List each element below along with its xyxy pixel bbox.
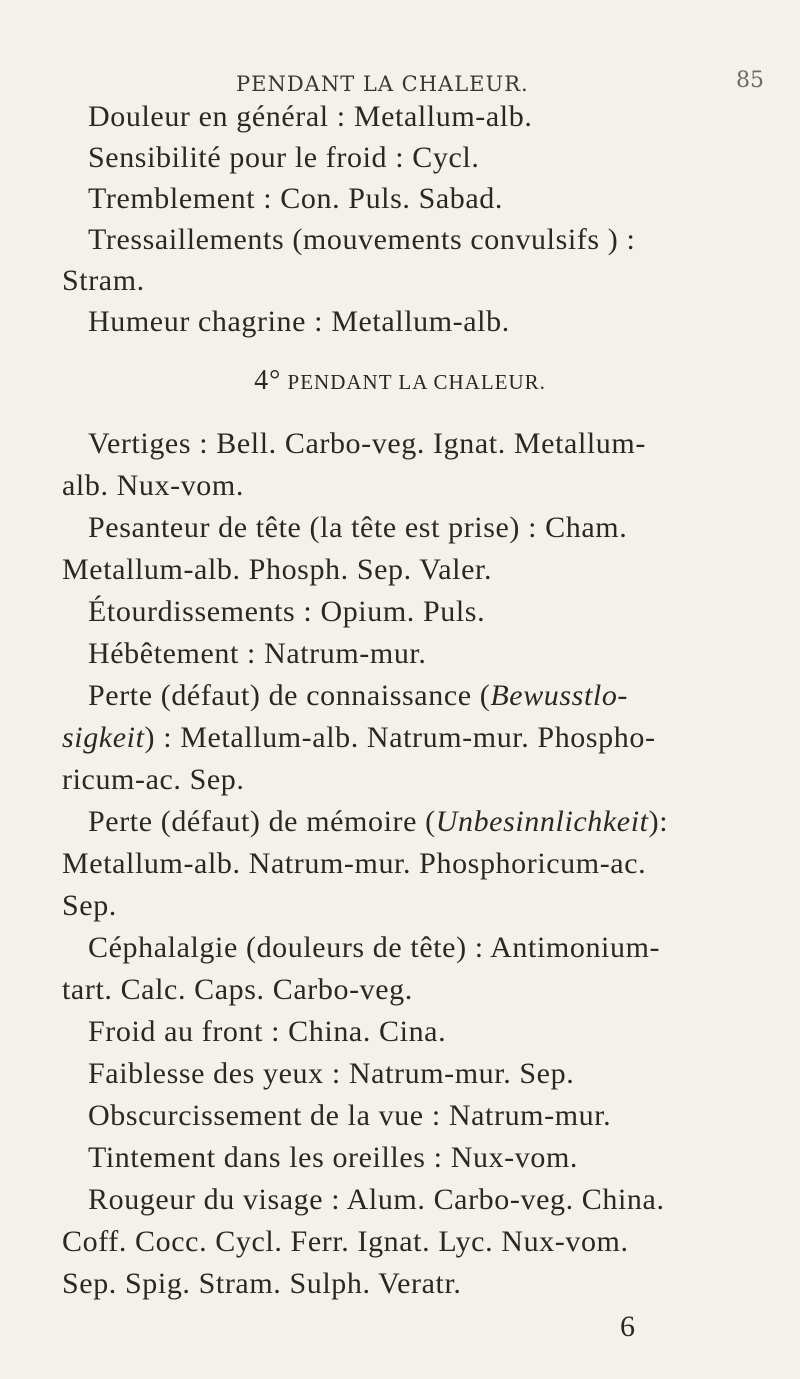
german-term: Bewusstlo- [490, 679, 629, 712]
text-line: Étourdissements : Opium. Puls. [88, 595, 486, 628]
text-line [62, 721, 656, 755]
text-line: Sep. [62, 889, 117, 922]
text-line: Coff. Cocc. Cycl. Ferr. Ignat. Lyc. Nux-vom. [62, 1225, 629, 1258]
german-term: sigkeit [62, 721, 145, 754]
text-span: ) : Metallum-alb. Natrum-mur. Phospho- [144, 721, 656, 754]
page-number: 85 [736, 68, 764, 93]
text-line: Tintement dans les oreilles : Nux-vom. [88, 1141, 578, 1174]
text-line: alb. Nux-vom. [62, 469, 244, 502]
text-line: Froid au front : China. Cina. [88, 1015, 447, 1048]
text-line: ricum-ac. Sep. [62, 763, 245, 796]
text-line: Céphalalgie (douleurs de tête) : Antimonium- [88, 931, 661, 964]
text-line: tart. Calc. Caps. Carbo-veg. [62, 973, 413, 1006]
text-line: Faiblesse des yeux : Natrum-mur. Sep. [88, 1057, 575, 1090]
text-span: Perte (défaut) de mémoire ( [88, 805, 436, 838]
text-line [88, 805, 668, 839]
text-line: Metallum-alb. Natrum-mur. Phosphoricum-ac. [62, 847, 647, 880]
text-line: Rougeur du visage : Alum. Carbo-veg. China. [88, 1183, 665, 1216]
section-number: 4° [254, 365, 282, 396]
section-heading [0, 365, 800, 397]
text-line: Obscurcissement de la vue : Natrum-mur. [88, 1099, 612, 1132]
text-line: Sep. Spig. Stram. Sulph. Veratr. [62, 1267, 462, 1300]
text-line: Stram. [62, 264, 145, 297]
section-title: PENDANT LA CHALEUR. [287, 370, 546, 394]
text-line: Humeur chagrine : Metallum-alb. [88, 305, 510, 338]
running-title: PENDANT LA CHALEUR. [236, 72, 529, 96]
text-line: Sensibilité pour le froid : Cycl. [88, 141, 480, 174]
german-term: Unbesinnlichkeit [435, 805, 649, 838]
text-span: Perte (défaut) de connaissance ( [88, 679, 491, 712]
text-line: Douleur en général : Metallum-alb. [88, 100, 533, 133]
text-line: Pesanteur de tête (la tête est prise) : Cham. [88, 511, 628, 544]
text-line: Tressaillements (mouvements convulsifs ) : [88, 223, 636, 256]
signature-mark: 6 [620, 1310, 635, 1343]
text-line: Vertiges : Bell. Carbo-veg. Ignat. Metallum- [88, 427, 646, 460]
text-line: Tremblement : Con. Puls. Sabad. [88, 182, 504, 215]
text-line [88, 679, 628, 713]
text-line: Hébêtement : Natrum-mur. [88, 637, 427, 670]
text-span: ): [648, 805, 669, 838]
text-line: Metallum-alb. Phosph. Sep. Valer. [62, 553, 493, 586]
